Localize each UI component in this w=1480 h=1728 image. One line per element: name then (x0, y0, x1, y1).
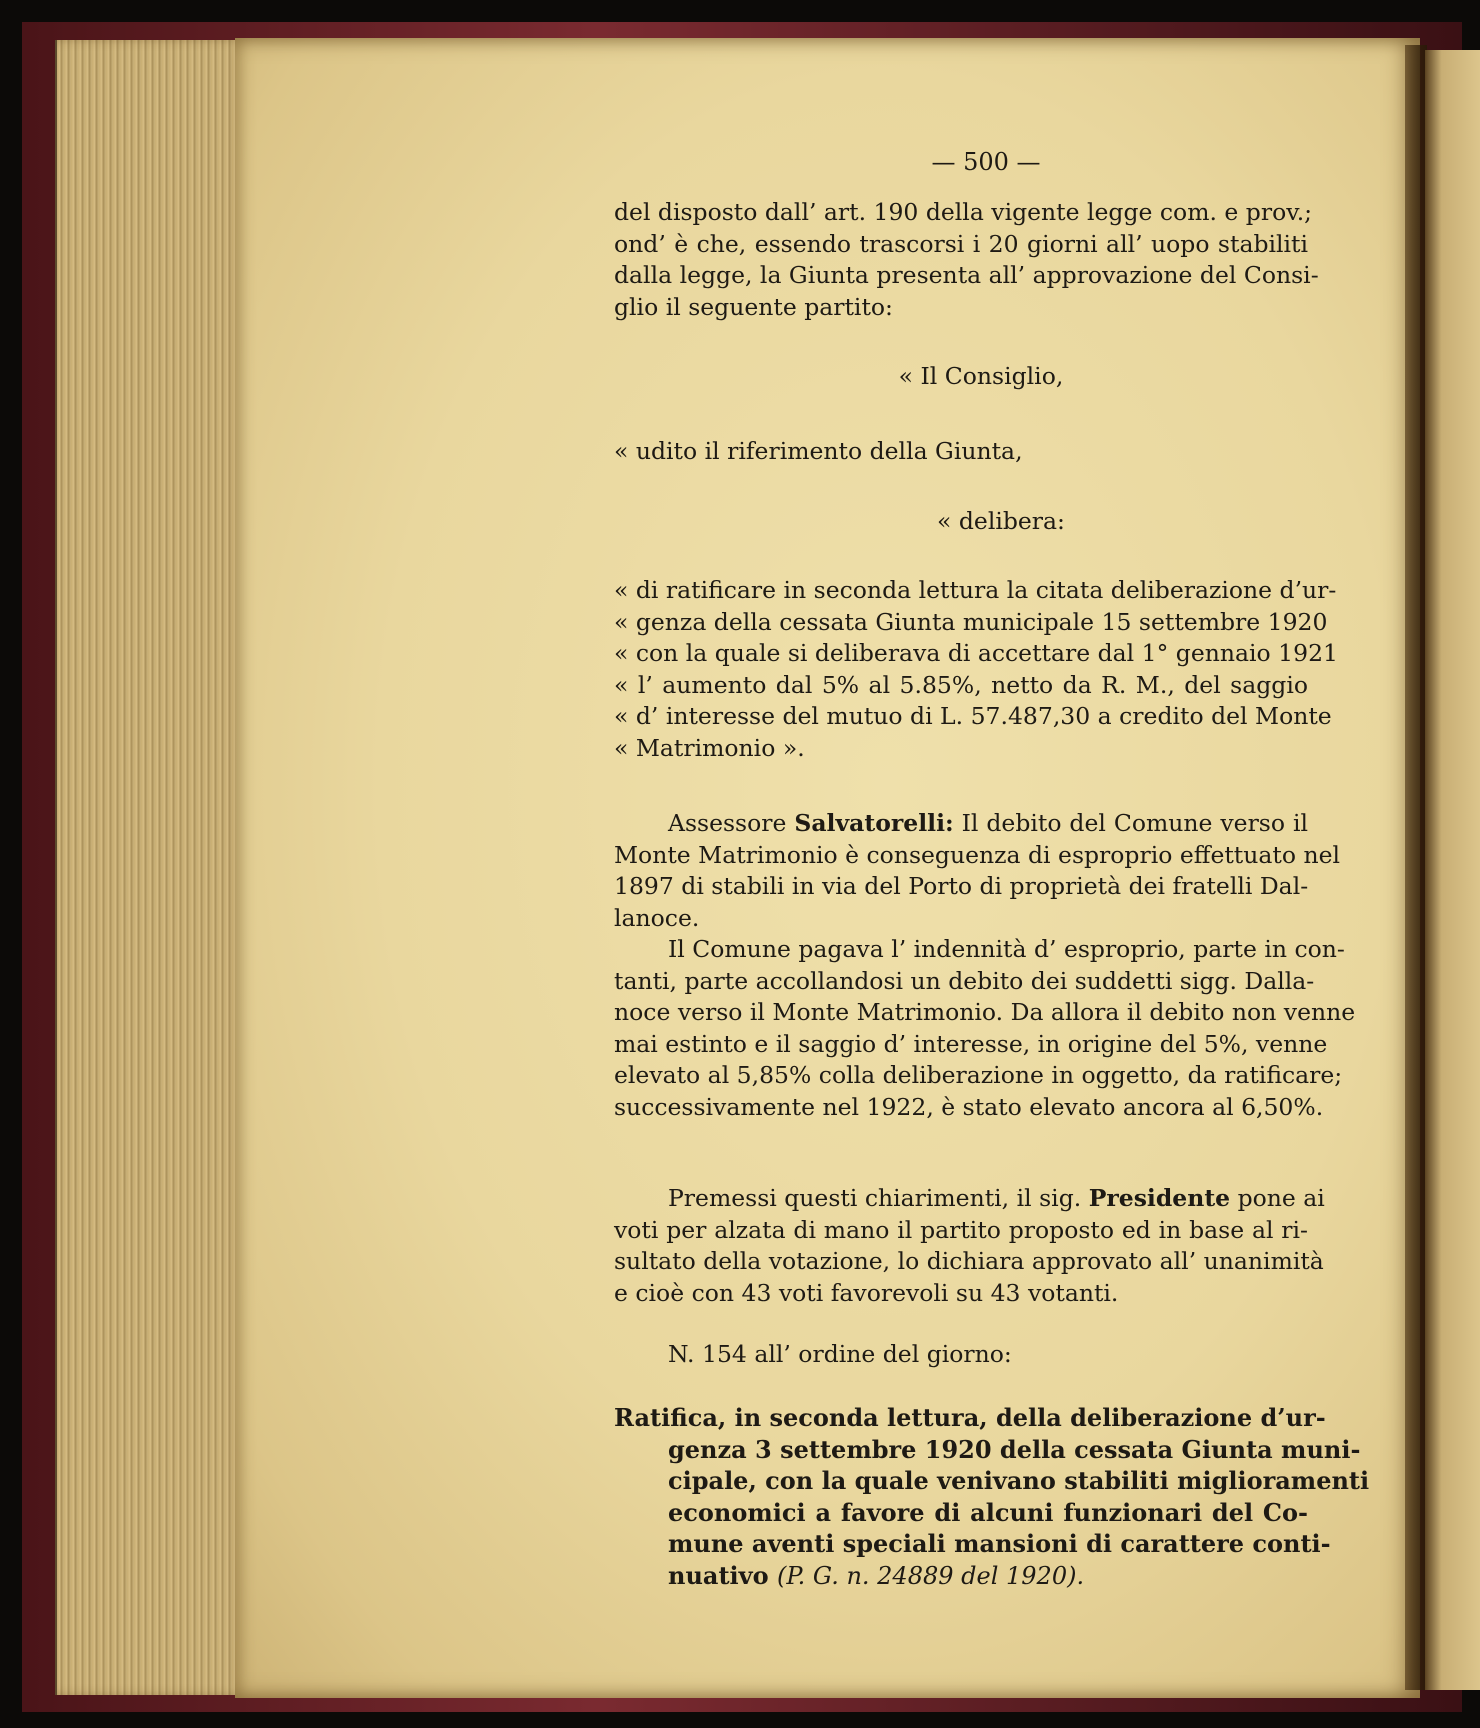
heading-line: mune aventi speciali mansioni di carattere conti- (668, 1529, 1331, 1558)
assessore-paragraph (614, 808, 1340, 934)
heading-line: nuativo (P. G. n. 24889 del 1920). (668, 1560, 1085, 1590)
text-line: 1897 di stabili in via del Porto di proprietà dei fratelli Dal- (614, 872, 1309, 900)
consiglio-line: « Il Consiglio, (898, 362, 1064, 390)
text-line: noce verso il Monte Matrimonio. Da allora il debito non venne (614, 998, 1356, 1026)
text-line: elevato al 5,85% colla deliberazione in oggetto, da ratificare; (614, 1061, 1343, 1089)
text-line: Assessore Salvatorelli: Il debito del Comune verso il (668, 809, 1308, 837)
text-line: sultato della votazione, lo dichiara approvato all’ unanimità (614, 1247, 1324, 1275)
spine-shadow (1405, 45, 1427, 1690)
heading-line: genza 3 settembre 1920 della cessata Giunta muni- (668, 1434, 1361, 1464)
text-line: « con la quale si deliberava di accettare dal 1° gennaio 1921 (614, 639, 1338, 667)
facing-page-edge (1425, 50, 1480, 1690)
protocol-reference: (P. G. n. 24889 del 1920). (776, 1561, 1085, 1590)
agenda-item-heading (614, 1402, 1370, 1592)
delibera-line: « delibera: (937, 507, 1065, 535)
text-line: « d’ interesse del mutuo di L. 57.487,30 a credito del Monte (614, 702, 1332, 730)
text-line: « di ratificare in seconda lettura la citata deliberazione d’ur- (614, 576, 1337, 604)
text-line: lanoce. (614, 903, 700, 932)
text-line: Monte Matrimonio è conseguenza di esproprio effettuato nel (614, 840, 1340, 869)
udito-line: « udito il riferimento della Giunta, (614, 437, 1023, 465)
text-line: ond’ è che, essendo trascorsi i 20 giorni all’ uopo stabiliti (614, 229, 1308, 258)
page-number: — 500 — (931, 148, 1041, 176)
text-line: « Matrimonio ». (614, 733, 805, 762)
speaker-name: Presidente (1088, 1184, 1231, 1212)
text-line: Il Comune pagava l’ indennità d’ esproprio, parte in con- (668, 935, 1345, 963)
page-edges (55, 40, 247, 1695)
text-line: successivamente nel 1922, è stato elevato ancora al 6,50%. (614, 1092, 1324, 1121)
ratifica-quote (614, 575, 1338, 764)
text-line: dalla legge, la Giunta presenta all’ approvazione del Consi- (614, 261, 1319, 289)
speaker-name: Salvatorelli: (794, 809, 954, 837)
text-line: del disposto dall’ art. 190 della vigente legge com. e prov.; (614, 198, 1313, 226)
ordine-line: N. 154 all’ ordine del giorno: (668, 1340, 1012, 1368)
text-line: mai estinto e il saggio d’ interesse, in origine del 5%, venne (614, 1029, 1328, 1058)
text-line: « genza della cessata Giunta municipale 15 settembre 1920 (614, 607, 1328, 636)
intro-paragraph (614, 197, 1319, 323)
heading-line: economici a favore di alcuni funzionari del Co- (668, 1497, 1308, 1527)
heading-line: cipale, con la quale venivano stabiliti miglioramenti (668, 1466, 1370, 1495)
text-line: e cioè con 43 voti favorevoli su 43 votanti. (614, 1278, 1119, 1307)
text-line: tanti, parte accollandosi un debito dei suddetti sigg. Dalla- (614, 966, 1315, 995)
text-line: Premessi questi chiarimenti, il sig. Presidente pone ai (668, 1184, 1325, 1212)
premessi-paragraph (614, 1183, 1325, 1309)
text-line: glio il seguente partito: (614, 292, 893, 321)
heading-line: Ratifica, in seconda lettura, della deliberazione d’ur- (614, 1403, 1326, 1432)
comune-paragraph (614, 934, 1356, 1123)
text-line: « l’ aumento dal 5% al 5.85%, netto da R. M., del saggio (614, 670, 1308, 699)
text-line: voti per alzata di mano il partito proposto ed in base al ri- (614, 1215, 1308, 1244)
